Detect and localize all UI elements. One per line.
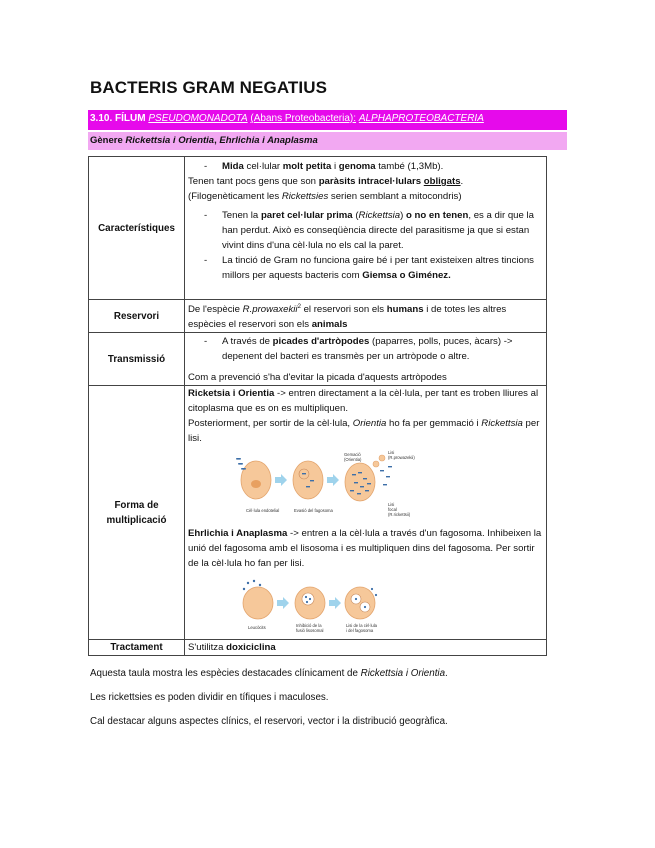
arrow-4 bbox=[329, 597, 341, 609]
page-title: BACTERIS GRAM NEGATIUS bbox=[90, 78, 328, 97]
row-tractament bbox=[89, 640, 547, 656]
label-reservori: Reservori bbox=[89, 300, 185, 333]
text-parasits: Tenen tant pocs gens que son paràsits intracel·lulars obligats. bbox=[188, 176, 464, 187]
cell-evasio bbox=[293, 461, 323, 499]
label-cellula: Cèl·lula endotelial bbox=[246, 508, 280, 514]
content-tractament: S'utilitza doxiciclina bbox=[185, 640, 547, 656]
bullet-tincio: - La tinció de Gram no funciona gaire bé i per tant existeixen altres tincions millors per aquests bacteris com Giemsa o Giménez. bbox=[204, 255, 534, 281]
text-rickettsia: Ricketsia i Orientia -> entren directament a la cèl·lula, per tant es troben lliures al citoplasma que es on es multipliquen. bbox=[188, 388, 539, 415]
paragraph-taula: Aquesta taula mostra les espècies destacades clínicament de Rickettsia i Orientia. bbox=[90, 668, 448, 679]
text-sortida: Posteriorment, per sortir de la cèl·lula, Orientia ho fa per gemmació i Rickettsia per lisi. bbox=[188, 418, 540, 445]
label-lisi-fagosoma: i del fagosoma bbox=[346, 628, 374, 634]
row-forma bbox=[89, 386, 547, 640]
label-focal: focal bbox=[388, 507, 397, 513]
label-lisi-1: Lisi bbox=[388, 450, 395, 456]
label-leucocits: Leucòcits bbox=[248, 625, 266, 631]
label-rickettsii: (R.rickettsii) bbox=[388, 512, 411, 518]
genus-heading bbox=[88, 132, 567, 150]
text-filogenia: (Filogenèticament les Rickettsies serien semblant a mitocondris) bbox=[188, 191, 462, 202]
genus-1: Rickettsia i Orientia bbox=[125, 135, 215, 146]
figure-rickettsia-cycle bbox=[236, 450, 486, 524]
label-fusio: fusió lisosomal bbox=[296, 628, 324, 634]
content-transmissio bbox=[185, 333, 547, 386]
section-phylum: PSEUDOMONADOTA bbox=[148, 113, 248, 124]
arrow-3 bbox=[277, 597, 289, 609]
paragraph-rickettsies: Les rickettsies es poden dividir en tífiques i maculoses. bbox=[90, 692, 329, 703]
label-tractament: Tractament bbox=[89, 640, 185, 656]
cell-lisi bbox=[345, 587, 375, 619]
genus-label: Gènere bbox=[90, 135, 123, 146]
label-forma: Forma de multiplicació bbox=[89, 386, 185, 640]
content-caracteristiques bbox=[185, 157, 547, 300]
genus-sep: , bbox=[214, 135, 217, 146]
label-lisi-cellula: Lisi de la cèl·lula bbox=[346, 623, 377, 629]
label-transmissio: Transmissió bbox=[89, 333, 185, 386]
cell-leucocit bbox=[243, 587, 273, 619]
content-reservori: De l'espècie R.prowaxekii$^2$ el reservori son els humans i de totes les altres espècies el reservori son els animals bbox=[185, 300, 547, 333]
info-table bbox=[88, 156, 547, 656]
section-clade: ALPHAPROTEOBACTERIA bbox=[358, 113, 484, 124]
label-lisi-2: Lisi bbox=[388, 502, 395, 508]
cell-multiplicacio bbox=[345, 463, 375, 501]
arrow-2 bbox=[327, 474, 339, 486]
section-heading bbox=[88, 110, 567, 130]
genus-2: Ehrlichia i Anaplasma bbox=[219, 135, 318, 146]
label-orientia: (Orientia) bbox=[344, 457, 362, 463]
bullet-paret: - Tenen la paret cel·lular prima (Rickettsia) o no en tenen, es a dir que la han perdut. Això es conseqüència directe del parasitisme ja que si estan vivint dins d'una cèl·lula no els cal la paret. bbox=[204, 210, 534, 251]
paragraph-aspectes: Cal destacar alguns aspectes clínics, el reservori, vector i la distribució geogràfica. bbox=[90, 716, 448, 727]
label-inhibicio: Inhibició de la bbox=[296, 623, 322, 629]
label-caracteristiques: Característiques bbox=[89, 157, 185, 300]
row-reservori bbox=[89, 300, 547, 333]
bullet-mida: - Mida cel·lular molt petita i genoma també (1,3Mb). bbox=[204, 161, 444, 172]
figure-ehrlichia-cycle bbox=[240, 577, 490, 637]
bullet-picades: - A través de picades d'artròpodes (paparres, polls, puces, àcars) -> depenent del bacteri es transmès per un artròpode o altre. bbox=[204, 336, 513, 363]
arrow-1 bbox=[275, 474, 287, 486]
section-number: 3.10. bbox=[90, 113, 113, 124]
label-evasio: Evasió del fagosoma bbox=[294, 508, 333, 514]
content-forma bbox=[185, 386, 547, 640]
row-transmissio bbox=[89, 333, 547, 386]
text-prevencio: Com a prevenció s'ha d'evitar la picada d'aquests artròpodes bbox=[188, 372, 447, 384]
section-prefix: FÍLUM bbox=[115, 113, 146, 124]
label-prowazekii: (R.prowazekii) bbox=[388, 455, 415, 461]
row-caracteristiques bbox=[89, 157, 547, 300]
text-ehrlichia: Ehrlichia i Anaplasma -> entren a la cèl·lula a través d'un fagosoma. Inhibeixen la unió del fagosoma amb el lisosoma i es multipliquen dins del fagosoma. Per sortir de la cèl·lula ho fan per lisi. bbox=[188, 528, 542, 570]
label-gemacio: Gemació bbox=[344, 452, 361, 458]
section-paren: (Abans Proteobacteria): bbox=[250, 113, 357, 124]
